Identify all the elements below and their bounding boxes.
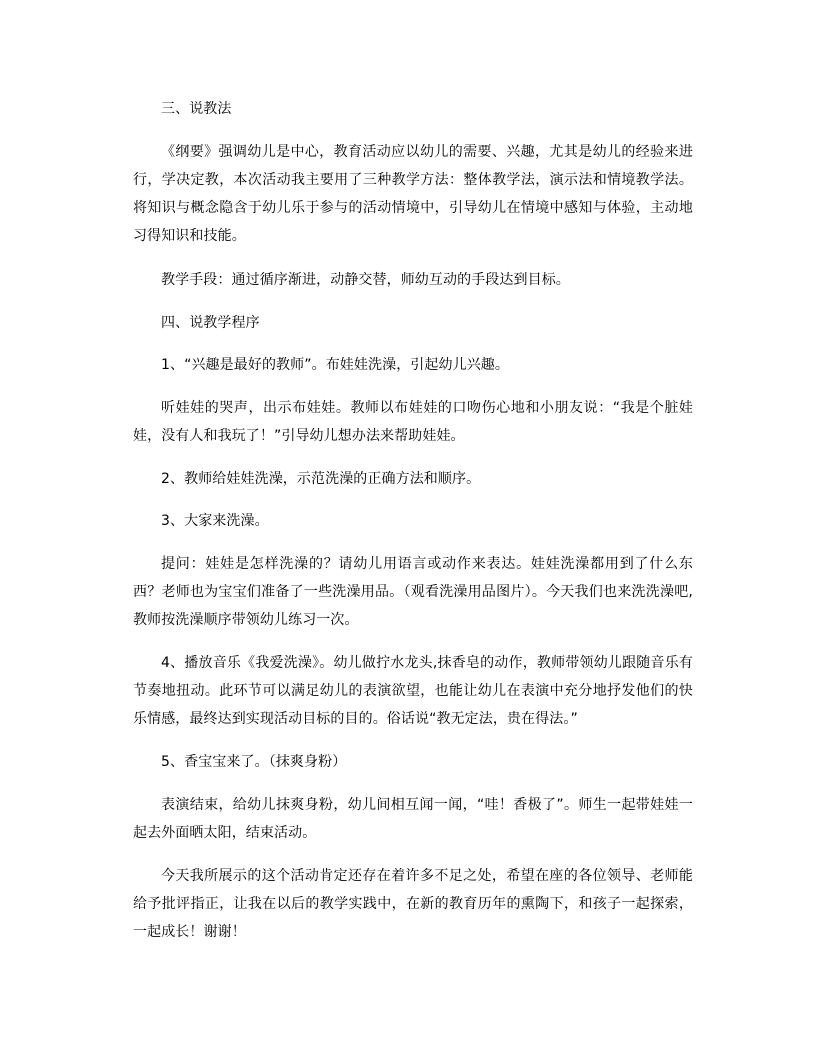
step-1-paragraph: 听娃娃的哭声，出示布娃娃。教师以布娃娃的口吻伤心地和小朋友说：“我是个脏娃娃，没有人和我玩了！”引导幼儿想办法来帮助娃娃。 <box>133 400 693 444</box>
section-heading-teaching-procedure: 四、说教学程序 <box>161 315 260 331</box>
closing-paragraph: 今天我所展示的这个活动肯定还存在着许多不足之处，希望在座的各位领导、老师能给予批评指正，让我在以后的教学实践中，在新的教育历年的熏陶下，和孩子一起探索，一起成长！谢谢！ <box>133 868 693 940</box>
step-5-heading: 5、香宝宝来了。（抹爽身粉） <box>161 754 347 770</box>
step-3-heading: 3、大家来洗澡。 <box>161 513 269 529</box>
paragraph-teaching-methods: 《纲要》强调幼儿是中心，教育活动应以幼儿的需要、兴趣，尤其是幼儿的经验来进行，学决定教，本次活动我主要用了三种教学方法：整体教学法，演示法和情境教学法。将知识与概念隐含于幼儿乐于参与的活动情境中，引导幼儿在情境中感知与体验，主动地习得知识和技能。 <box>133 144 693 244</box>
step-1-heading: 1、“兴趣是最好的教师”。布娃娃洗澡，引起幼儿兴趣。 <box>161 357 510 373</box>
step-2-heading: 2、教师给娃娃洗澡，示范洗澡的正确方法和顺序。 <box>161 471 481 487</box>
step-4-paragraph: 4、播放音乐《我爱洗澡》。幼儿做拧水龙头,抹香皂的动作，教师带领幼儿跟随音乐有节奏地扭动。此环节可以满足幼儿的表演欲望，也能让幼儿在表演中充分地抒发他们的快乐情感，最终达到实现活动目标的目的。俗话说“教无定法，贵在得法。” <box>133 655 693 727</box>
step-5-paragraph: 表演结束，给幼儿抹爽身粉，幼儿间相互闻一闻，“哇！香极了”。师生一起带娃娃一起去外面晒太阳，结束活动。 <box>133 797 693 841</box>
paragraph-teaching-means: 教学手段：通过循序渐进，动静交替，师幼互动的手段达到目标。 <box>161 272 570 288</box>
section-heading-teaching-methods: 三、说教法 <box>161 101 232 117</box>
step-3-paragraph: 提问：娃娃是怎样洗澡的？请幼儿用语言或动作来表达。娃娃洗澡都用到了什么东西？老师也为宝宝们准备了一些洗澡用品。（观看洗澡用品图片）。今天我们也来洗洗澡吧,教师按洗澡顺序带领幼儿练习一次。 <box>133 556 693 628</box>
